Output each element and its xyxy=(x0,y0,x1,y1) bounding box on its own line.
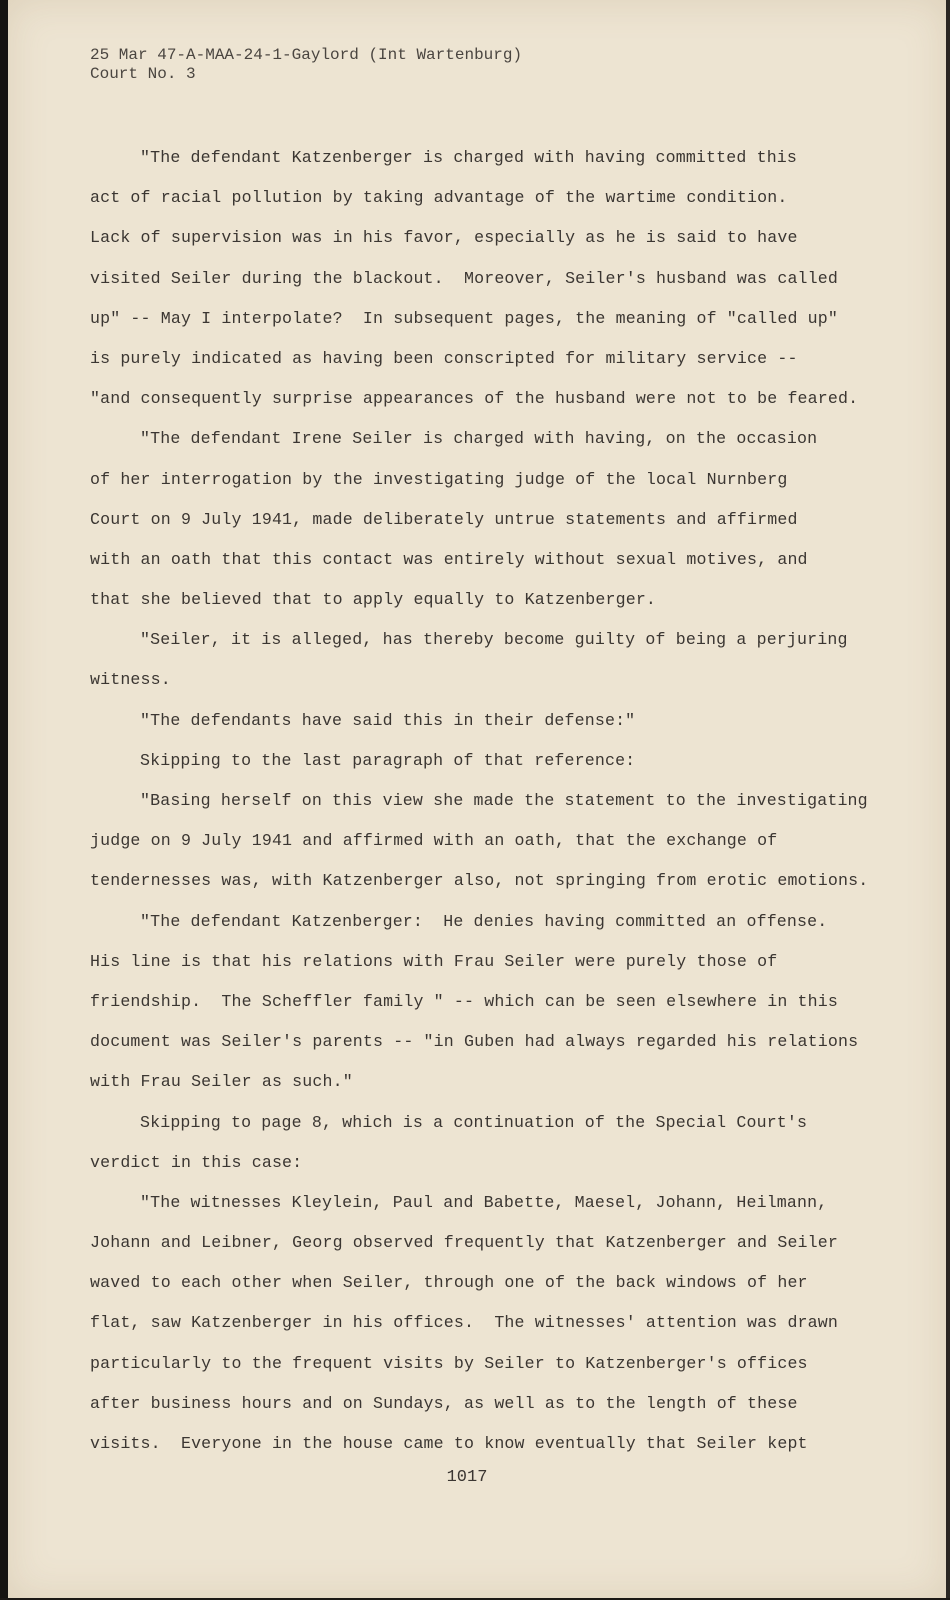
text-line: His line is that his relations with Frau Seiler were purely those of xyxy=(90,951,778,971)
text-line: Court on 9 July 1941, made deliberately untrue statements and affirmed xyxy=(90,509,798,529)
text-line: Johann and Leibner, Georg observed frequently that Katzenberger and Seiler xyxy=(90,1233,838,1253)
text-line: "Seiler, it is alleged, has thereby become guilty of being a perjuring xyxy=(140,630,848,650)
text-line: of her interrogation by the investigating judge of the local Nurnberg xyxy=(90,469,788,489)
court-line: Court No. 3 xyxy=(90,65,196,83)
text-line: is purely indicated as having been conscripted for military service -- xyxy=(90,348,798,368)
text-line: "The witnesses Kleylein, Paul and Babette, Maesel, Johann, Heilmann, xyxy=(140,1192,828,1212)
text-line: "The defendant Katzenberger is charged with having committed this xyxy=(140,148,798,167)
text-line: with Frau Seiler as such." xyxy=(90,1072,353,1092)
text-line: tendernesses was, with Katzenberger also, not springing from erotic emotions. xyxy=(90,871,869,891)
text-line: verdict in this case: xyxy=(90,1152,303,1172)
text-line: Skipping to page 8, which is a continuation of the Special Court's xyxy=(140,1112,808,1132)
document-header xyxy=(90,46,522,84)
text-line: flat, saw Katzenberger in his offices. The witnesses' attention was drawn xyxy=(90,1313,838,1333)
transcript-body xyxy=(90,146,930,1472)
text-line: Lack of supervision was in his favor, especially as he is said to have xyxy=(90,228,798,248)
text-line: with an oath that this contact was entirely without sexual motives, and xyxy=(90,549,808,569)
text-line: that she believed that to apply equally to Katzenberger. xyxy=(90,590,657,610)
text-line: act of racial pollution by taking advantage of the wartime condition. xyxy=(90,188,788,208)
text-line: judge on 9 July 1941 and affirmed with an oath, that the exchange of xyxy=(90,831,778,851)
text-line: after business hours and on Sundays, as well as to the length of these xyxy=(90,1393,798,1413)
page-number: 1017 xyxy=(446,1468,488,1487)
text-line: up" -- May I interpolate? In subsequent pages, the meaning of "called up" xyxy=(90,308,838,328)
text-line: "The defendant Katzenberger: He denies having committed an offense. xyxy=(140,911,828,931)
text-line: document was Seiler's parents -- "in Guben had always regarded his relations xyxy=(90,1032,859,1052)
reference-line: 25 Mar 47-A-MAA-24-1-Gaylord (Int Wartenburg) xyxy=(90,46,523,64)
text-line: witness. xyxy=(90,670,171,690)
binding-edge xyxy=(0,0,8,1600)
text-line: friendship. The Scheffler family " -- which can be seen elsewhere in this xyxy=(90,991,838,1011)
text-line: waved to each other when Seiler, through one of the back windows of her xyxy=(90,1273,808,1293)
text-line: visits. Everyone in the house came to know eventually that Seiler kept xyxy=(90,1434,808,1453)
text-line: "and consequently surprise appearances of the husband were not to be feared. xyxy=(90,389,859,409)
document-page xyxy=(8,0,946,1598)
text-line: "The defendants have said this in their defense:" xyxy=(140,710,636,730)
text-line: "The defendant Irene Seiler is charged with having, on the occasion xyxy=(140,429,818,449)
text-line: Skipping to the last paragraph of that reference: xyxy=(140,750,636,770)
text-line: particularly to the frequent visits by Seiler to Katzenberger's offices xyxy=(90,1353,808,1373)
text-line: "Basing herself on this view she made the statement to the investigating xyxy=(140,791,868,810)
page-number-container xyxy=(8,1468,946,1487)
text-line: visited Seiler during the blackout. Moreover, Seiler's husband was called xyxy=(90,268,838,288)
